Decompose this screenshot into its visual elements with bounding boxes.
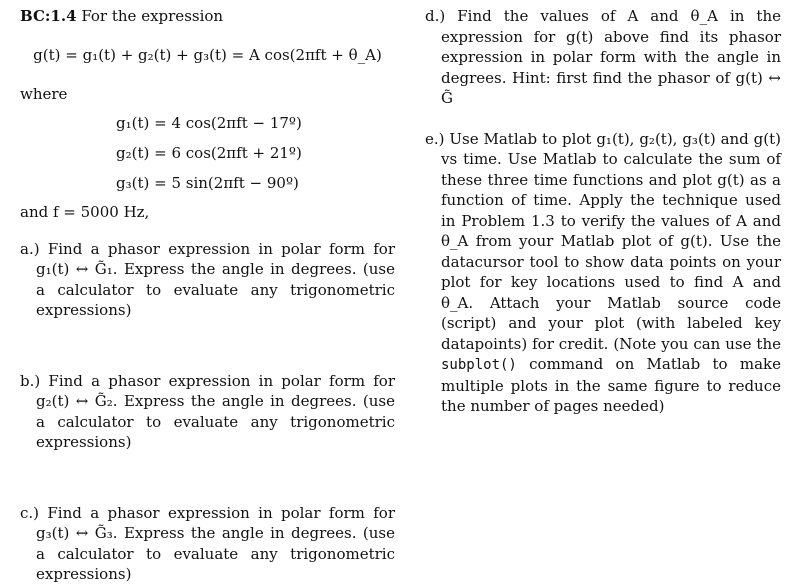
definition-g2: g₂(t) = 6 cos(2πft + 21º) [116, 143, 302, 162]
main-equation: g(t) = g₁(t) + g₂(t) + g₃(t) = A cos(2πft + θ_A) [33, 45, 382, 64]
part-e-text-before: e.) Use Matlab to plot g₁(t), g₂(t), g₃(t) and g(t) vs time. Use Matlab to calculate the sum of these three time functions and plot g(t) as a function of time. Apply the technique used in Problem 1.3 to verify the values of A and θ_A from your Matlab plot of g(t). Use the datacursor tool to show data points on your plot for key locations used to find A and θ_A. Attach your Matlab source code (script) and your plot (with labeled key datapoints) for credit. (Note you can use the [425, 129, 781, 353]
frequency-line: and f = 5000 Hz, [20, 202, 150, 221]
definition-g3: g₃(t) = 5 sin(2πft − 90º) [116, 173, 299, 192]
definition-list [116, 113, 395, 193]
part-e [425, 129, 781, 417]
problem-heading [20, 6, 395, 27]
right-column [425, 6, 781, 417]
part-c: c.) Find a phasor expression in polar form for g₃(t) ↔ G̃₃. Express the angle in degrees. (use a calculator to evaluate any trigonometric expressions) [20, 503, 395, 583]
problem-intro: For the expression [81, 7, 224, 25]
subplot-command: subplot() [441, 357, 517, 373]
part-a: a.) Find a phasor expression in polar form for g₁(t) ↔ G̃₁. Express the angle in degrees. (use a calculator to evaluate any trigonometric expressions) [20, 239, 395, 319]
where-label: where [20, 84, 68, 103]
definition-g1: g₁(t) = 4 cos(2πft − 17º) [116, 113, 302, 132]
part-d: d.) Find the values of A and θ_A in the expression for g(t) above find its phasor expression in polar form with the angle in degrees. Hint: first find the phasor of g(t) ↔ G̃ [425, 7, 781, 107]
part-b: b.) Find a phasor expression in polar form for g₂(t) ↔ G̃₂. Express the angle in degrees. (use a calculator to evaluate any trigonometric expressions) [20, 371, 395, 451]
part-e-text-after: command on Matlab to make multiple plots in the same figure to reduce the number of pages needed) [441, 355, 781, 415]
problem-id: BC:1.4 [20, 7, 77, 25]
left-column [20, 6, 395, 585]
